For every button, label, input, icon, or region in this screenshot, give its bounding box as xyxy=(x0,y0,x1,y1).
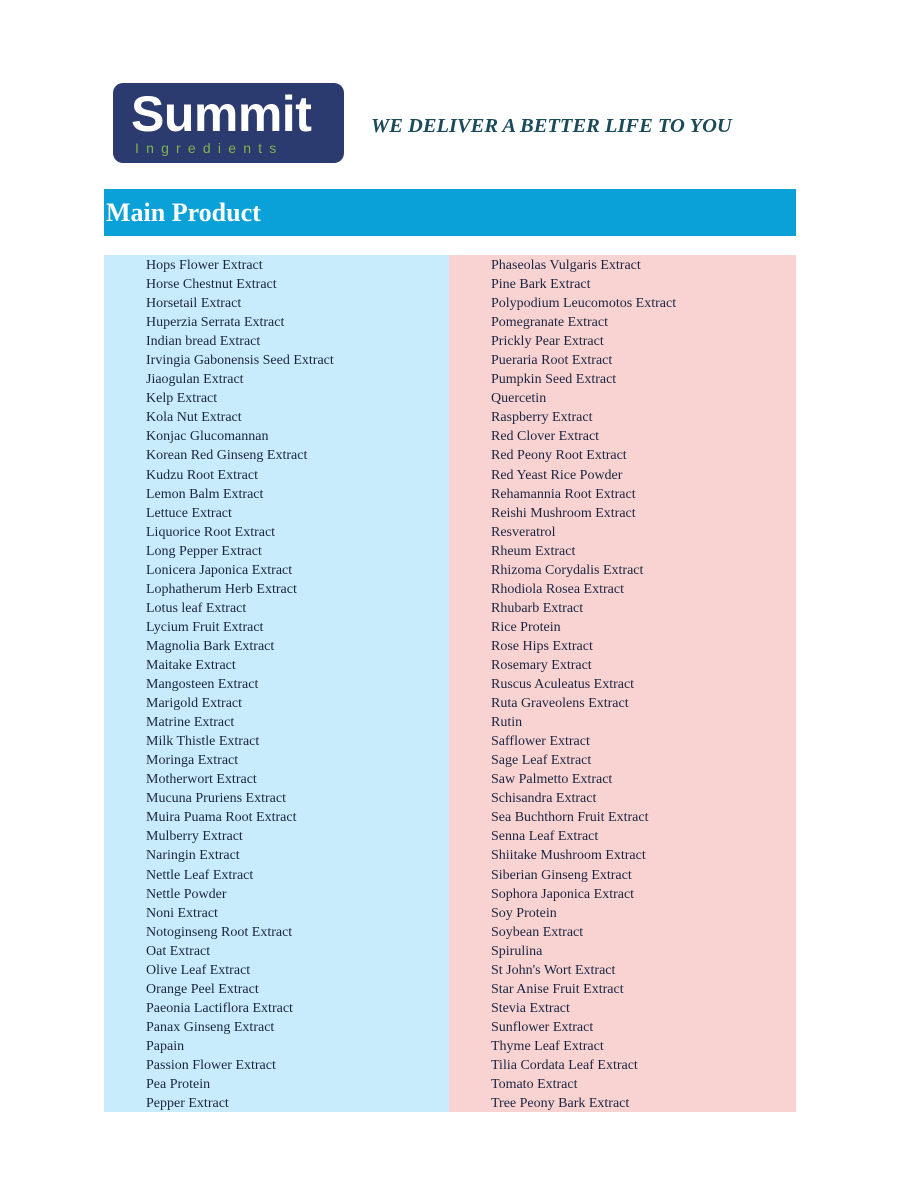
product-item: Tomato Extract xyxy=(491,1077,578,1093)
product-item: Rutin xyxy=(491,715,523,731)
product-item: Pueraria Root Extract xyxy=(491,353,613,369)
product-item: Quercetin xyxy=(491,391,547,407)
product-item: Raspberry Extract xyxy=(491,410,593,426)
product-item: Siberian Ginseng Extract xyxy=(491,867,632,883)
product-item: Senna Leaf Extract xyxy=(491,829,599,845)
product-item: Irvingia Gabonensis Seed Extract xyxy=(146,353,334,369)
product-item: Muira Puama Root Extract xyxy=(146,810,297,826)
product-item: St John's Wort Extract xyxy=(491,962,616,978)
product-item: Marigold Extract xyxy=(146,696,243,712)
product-item: Pea Protein xyxy=(146,1077,211,1093)
product-item: Red Clover Extract xyxy=(491,429,600,445)
product-item: Lotus leaf Extract xyxy=(146,600,247,616)
product-item: Polypodium Leucomotos Extract xyxy=(491,296,677,312)
product-item: Red Peony Root Extract xyxy=(491,448,627,464)
product-item: Nettle Powder xyxy=(146,886,227,902)
product-item: Rhubarb Extract xyxy=(491,600,584,616)
logo-subtitle: Ingredients xyxy=(135,140,284,156)
product-item: Magnolia Bark Extract xyxy=(146,638,275,654)
section-banner xyxy=(104,189,796,236)
product-item: Sage Leaf Extract xyxy=(491,753,592,769)
product-item: Rehamannia Root Extract xyxy=(491,486,636,502)
product-item: Safflower Extract xyxy=(491,734,590,750)
product-item: Motherwort Extract xyxy=(146,772,257,788)
product-item: Naringin Extract xyxy=(146,848,240,864)
product-item: Huperzia Serrata Extract xyxy=(146,315,285,331)
product-item: Matrine Extract xyxy=(146,715,235,731)
product-item: Rheum Extract xyxy=(491,543,576,559)
product-item: Ruta Graveolens Extract xyxy=(491,696,629,712)
product-item: Schisandra Extract xyxy=(491,791,597,807)
product-item: Red Yeast Rice Powder xyxy=(491,467,623,483)
product-item: Soy Protein xyxy=(491,905,557,921)
product-item: Korean Red Ginseng Extract xyxy=(146,448,308,464)
product-item: Lycium Fruit Extract xyxy=(146,619,264,635)
product-item: Maitake Extract xyxy=(146,657,236,673)
product-item: Indian bread Extract xyxy=(146,334,261,350)
product-item: Kola Nut Extract xyxy=(146,410,242,426)
product-item: Phaseolas Vulgaris Extract xyxy=(491,258,641,273)
product-item: Horsetail Extract xyxy=(146,296,242,312)
product-item: Notoginseng Root Extract xyxy=(146,924,293,940)
product-item: Konjac Glucomannan xyxy=(146,429,269,445)
product-item: Thyme Leaf Extract xyxy=(491,1038,604,1054)
product-item: Long Pepper Extract xyxy=(146,543,262,559)
product-item: Panax Ginseng Extract xyxy=(146,1019,275,1035)
product-item: Pine Bark Extract xyxy=(491,277,591,293)
product-item: Papain xyxy=(146,1038,185,1054)
product-item: Paeonia Lactiflora Extract xyxy=(146,1000,293,1016)
product-item: Star Anise Fruit Extract xyxy=(491,981,624,997)
tagline: WE DELIVER A BETTER LIFE TO YOU xyxy=(371,115,732,137)
product-item: Kelp Extract xyxy=(146,391,218,407)
product-item: Pepper Extract xyxy=(146,1096,229,1112)
product-item: Rice Protein xyxy=(491,619,561,635)
product-item: Orange Peel Extract xyxy=(146,981,259,997)
product-item: Mulberry Extract xyxy=(146,829,243,845)
product-item: Reishi Mushroom Extract xyxy=(491,505,636,521)
product-item: Rose Hips Extract xyxy=(491,638,593,654)
product-item: Milk Thistle Extract xyxy=(146,734,260,750)
product-item: Sophora Japonica Extract xyxy=(491,886,635,902)
product-item: Stevia Extract xyxy=(491,1000,570,1016)
product-item: Sea Buchthorn Fruit Extract xyxy=(491,810,649,826)
product-item: Moringa Extract xyxy=(146,753,239,769)
product-item: Olive Leaf Extract xyxy=(146,962,251,978)
product-item: Rhodiola Rosea Extract xyxy=(491,581,624,597)
product-item: Lonicera Japonica Extract xyxy=(146,562,293,578)
product-item: Passion Flower Extract xyxy=(146,1057,276,1073)
product-item: Spirulina xyxy=(491,943,543,959)
product-item: Noni Extract xyxy=(146,905,218,921)
product-item: Kudzu Root Extract xyxy=(146,467,258,483)
product-item: Saw Palmetto Extract xyxy=(491,772,613,788)
logo-name: Summit xyxy=(131,86,312,142)
product-item: Tree Peony Bark Extract xyxy=(491,1096,630,1112)
product-item: Lophatherum Herb Extract xyxy=(146,581,297,597)
product-item: Jiaogulan Extract xyxy=(146,372,244,388)
product-item: Pumpkin Seed Extract xyxy=(491,372,617,388)
product-item: Mangosteen Extract xyxy=(146,677,259,693)
product-item: Horse Chestnut Extract xyxy=(146,277,277,293)
product-item: Liquorice Root Extract xyxy=(146,524,276,540)
product-list-left xyxy=(104,255,449,1112)
product-item: Nettle Leaf Extract xyxy=(146,867,254,883)
product-item: Soybean Extract xyxy=(491,924,584,940)
product-item: Oat Extract xyxy=(146,943,211,959)
product-item: Resveratrol xyxy=(491,524,556,540)
product-item: Lemon Balm Extract xyxy=(146,486,264,502)
product-list-right xyxy=(449,255,796,1112)
product-item: Lettuce Extract xyxy=(146,505,232,521)
product-item: Rhizoma Corydalis Extract xyxy=(491,562,644,578)
product-item: Shiitake Mushroom Extract xyxy=(491,848,646,864)
product-item: Tilia Cordata Leaf Extract xyxy=(491,1057,638,1073)
product-item: Sunflower Extract xyxy=(491,1019,594,1035)
product-item: Ruscus Aculeatus Extract xyxy=(491,677,635,693)
section-title: Main Product xyxy=(106,198,261,227)
product-item: Prickly Pear Extract xyxy=(491,334,604,350)
product-item: Pomegranate Extract xyxy=(491,315,609,331)
product-item: Hops Flower Extract xyxy=(146,258,263,273)
company-logo xyxy=(113,83,344,163)
product-item: Mucuna Pruriens Extract xyxy=(146,791,286,807)
product-item: Rosemary Extract xyxy=(491,657,592,673)
